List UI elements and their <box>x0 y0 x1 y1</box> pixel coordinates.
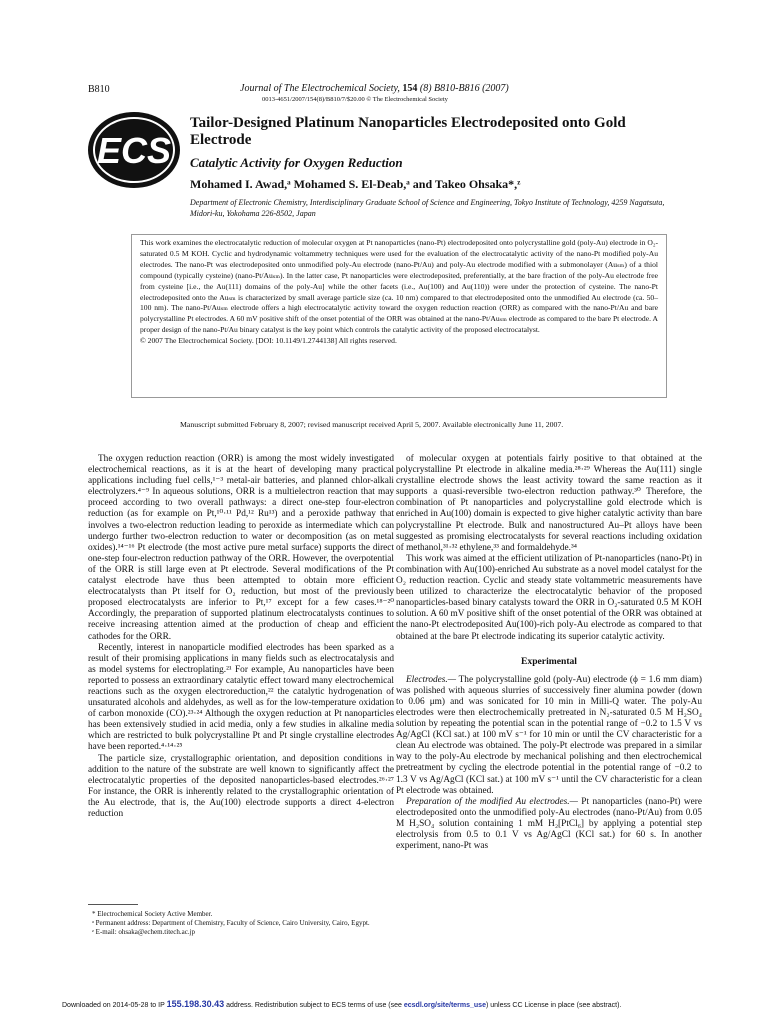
abstract-text: This work examines the electrocatalytic reduction of molecular oxygen at Pt nanoparticles (nano-Pt) electrodeposited onto polycrystalline gold (poly-Au) electrode in O₂-saturated 0.5 M KOH. Cyclic and hydrodynamic voltammetry techniques were used for the evaluation of the electrocatalytic activity of the nano-Pt modified poly-Au electrodes. The nano-Pt was electrodeposited onto unmodified poly-Au electrode (nano-Pt/Au) and poly-Au electrode modified with a submonolayer (Auₛₘ) of a thiol compound (typically cysteine) (nano-Pt/Auₛₘ). In the latter case, Pt nanoparticles were electrodeposited, preferentially, at the bare fraction of the poly-Au electrode free from cysteine [i.e., the Au(111) domains of the poly-Au] while the other facets (i.e., Au(100) and Au(110)) were under the protection of cysteine. The nano-Pt electrodeposited onto the Auₛₘ is characterized by small average particle size (ca. 10 nm) compared to that electrodeposited onto the unmodified Au electrode (ca. 50–100 nm). The nano-Pt/Auₛₘ electrode offers a high electrocatalytic activity toward the oxygen reduction reaction (ORR) as compared with the nano-Pt/Au and bare polycrystalline Pt electrodes. A 60 mV positive shift of the onset potential of the ORR was obtained at the nano-Pt/Auₛₘ electrode as compared to the bare Pt electrode. A proper design of the nano-Pt/Au binary catalyst is the key point which controls the catalytic activity of the proposed electrocatalyst. <box>140 238 658 335</box>
paragraph-text: The polycrystalline gold (poly-Au) electrode (ϕ = 1.6 mm diam) was polished with aqueous slurries of successively finer alumina powder (down to 0.06 μm) and was sonicated for 10 min in Milli-Q water. The poly-Au electrodes were then electrochemically pretreated in N₂-saturated 0.5 M H₂SO₄ solution by repeating the potential scan in the potential range of −0.2 to 1.5 V vs Ag/AgCl (KCl sat.) at 100 mV s⁻¹ for 10 min or until the CV characteristic for a clean Au electrode was obtained. The poly-Pt electrode was prepared in a similar way to the poly-Au electrode by mechanical polishing and then electrochemical pretreatment by cycling the electrode potential in the potential range of −0.2 to 1.3 V vs Ag/AgCl (KCl sat.) at 100 mV s⁻¹ until the CV characteristic for a clean Pt electrode was obtained. <box>396 674 702 796</box>
download-notice <box>62 999 722 1009</box>
page-number: B810 <box>88 84 110 95</box>
affiliation: Department of Electronic Chemistry, Interdisciplinary Graduate School of Science and Engineering, Tokyo Institute of Technology, 4259 Nagatsuta, Midori-ku, Yokohama 226-8502, Japan <box>190 198 665 218</box>
journal-volume: 154 <box>402 83 418 94</box>
terms-link[interactable]: ecsdl.org/site/terms_use <box>403 1002 486 1009</box>
article-subtitle: Catalytic Activity for Oxygen Reduction <box>190 155 403 170</box>
copyright-doi: © 2007 The Electrochemical Society. [DOI: 10.1149/1.2744138] All rights reserved. <box>140 336 397 346</box>
article-title: Tailor-Designed Platinum Nanoparticles Electrodeposited onto Gold Electrode <box>190 115 626 148</box>
paragraph <box>396 675 702 797</box>
footnote: ᶻ E-mail: ohsaka@echem.titech.ac.jp <box>92 928 196 936</box>
body-column-right <box>396 454 702 852</box>
footnotes <box>88 910 388 937</box>
ip-address: 155.198.30.43 <box>166 999 225 1009</box>
journal-issue-pages: (8) B810-B816 (2007) <box>419 83 509 94</box>
abstract-box <box>131 234 667 398</box>
paragraph <box>396 797 702 852</box>
journal-citation <box>240 83 670 94</box>
paragraph: The particle size, crystallographic orientation, and deposition conditions in addition to the nature of the substrate are well known to significantly affect the electrocatalytic properties of the deposited nanoparticles-based electrodes.²⁶·²⁷ For instance, the ORR is inherently related to the crystallographic orientation of the Au electrode, that is, the Au(100) electrode supports a direct 4-electron reduction <box>88 753 394 819</box>
paragraph: of molecular oxygen at potentials fairly positive to that obtained at the polycrystalline Pt electrode in alkaline media.²⁸·²⁹ Whereas the Au(111) single crystalline electrode shows the least activity toward the same reaction as it supports a quasi-reversible two-electron reduction pathway.³⁰ Therefore, the combination of Pt nanoparticles and polycrystalline gold electrode which is enriched in Au(100) domain is expected to give higher catalytic activity than bare polycrystalline Pt electrode. Bulk and nanostructured Au–Pt alloys have been suggested as promising electrocatalysts for several reactions including oxidation of methanol,³¹·³² ethylene,³³ and formaldehyde.³⁴ <box>396 454 702 553</box>
issn-line: 0013-4651/2007/154(8)/B810/7/$20.00 © The Electrochemical Society <box>262 96 448 103</box>
paragraph: The oxygen reduction reaction (ORR) is among the most widely investigated electrochemical reactions, as it is at the heart of developing many practical applications including fuel cells,¹⁻³ metal-air batteries, and planned chlor-alkali electrolyzers.⁴⁻⁹ In aqueous solutions, ORR is a multielectron reaction that may proceed according to two overall pathways: a direct one-step four-electron reduction (as for example on Pt,¹⁰·¹¹ Pd,¹² Ru¹³) and a peroxide pathway that involves a two-electron reduction leading to peroxide as intermediate which can undergo further two-electron reduction to water or decomposition (as on metal oxides).¹⁴⁻¹⁶ Pt electrode (the most active pure metal surface) supports the direct one-step four-electron reduction pathway of the ORR. However, the overpotential of the ORR is still large even at Pt electrode. Several modifications of the Pt catalyst electrode have thus been attempted to obtain more efficient electrocatalysts than Pt itself for O₂ reduction, but most of the previously proposed electrocatalysts are inferior to Pt,¹⁷ except for a few cases.¹⁸⁻²⁰ Accordingly, the preparation of supported platinum electrocatalysts continues to receive increasing attention aimed at the production of cheap and efficient cathodes for the ORR. <box>88 454 394 642</box>
paragraph-text: Pt nanoparticles (nano-Pt) were electrodeposited onto the unmodified poly-Au electrodes (nano-Pt/Au) from 0.05 M H₂SO₄ solution containing 1 mM H₂[PtCl₆] by applying a potential step electrolysis from 0.5 to 0.1 V vs Ag/AgCl (KCl sat.) for 60 s. In another experiment, nano-Pt was <box>396 796 702 852</box>
footnote: ᵃ Permanent address: Department of Chemistry, Faculty of Science, Cairo University, Cairo, Egypt. <box>92 919 370 927</box>
paragraph: Recently, interest in nanoparticle modified electrodes has been sparked as a result of their promising applications in many fields such as electrocatalysis and as model systems for electroplating.²¹ For example, Au nanoparticles have been reported to possess an extraordinary catalytic effect toward many electrochemical reactions such as the oxygen electroreduction,²² the catalytic hydrogenation of unsaturated alcohols and aldehydes, as well as for the low-temperature oxidation of carbon monoxide (CO).²³·²⁴ Although the oxygen reduction at Pt nanoparticles has been extensively studied in acid media, only a few studies in alkaline media which are restricted to bulk polycrystalline Pt and Pt single crystalline electrodes have been reported.⁴·¹⁴·²⁵ <box>88 642 394 753</box>
subsection-lead: Preparation of the modified Au electrodes.— <box>406 796 578 807</box>
download-middle: address. Redistribution subject to ECS terms of use (see <box>224 1002 404 1009</box>
subsection-lead: Electrodes.— <box>406 674 457 685</box>
download-suffix: ) unless CC License in place (see abstract). <box>485 1002 622 1009</box>
ecs-logo-text: ECS <box>96 130 172 171</box>
footnote-rule <box>88 904 138 905</box>
body-column-left <box>88 454 394 820</box>
download-prefix: Downloaded on 2014-05-28 to IP <box>62 1002 167 1009</box>
section-heading: Experimental <box>521 655 577 667</box>
footnote: * Electrochemical Society Active Member. <box>92 910 213 918</box>
paragraph: This work was aimed at the efficient utilization of Pt-nanoparticles (nano-Pt) in combination with Au(100)-enriched Au substrate as a novel model catalyst for the O₂ reduction reaction. Cyclic and steady state voltammetric measurements have been utilized to characterize the electrocatalytic behavior of the proposed nanoparticles-based binary catalysts toward the ORR in O₂-saturated 0.5 M KOH solution. A 60 mV positive shift of the onset potential of the ORR was obtained at the nano-Pt electrodeposited Au(100)-rich poly-Au electrode as compared to that obtained at the bare Pt electrode indicating its superior catalytic activity. <box>396 553 702 642</box>
ecs-logo <box>86 110 182 190</box>
journal-name: Journal of The Electrochemical Society, <box>240 83 400 94</box>
manuscript-dates: Manuscript submitted February 8, 2007; revised manuscript received April 5, 2007. Available electronically June 11, 2007. <box>180 420 564 429</box>
author-list: Mohamed I. Awad,ᵃ Mohamed S. El-Deab,ᵃ and Takeo Ohsaka*,ᶻ <box>190 177 521 191</box>
